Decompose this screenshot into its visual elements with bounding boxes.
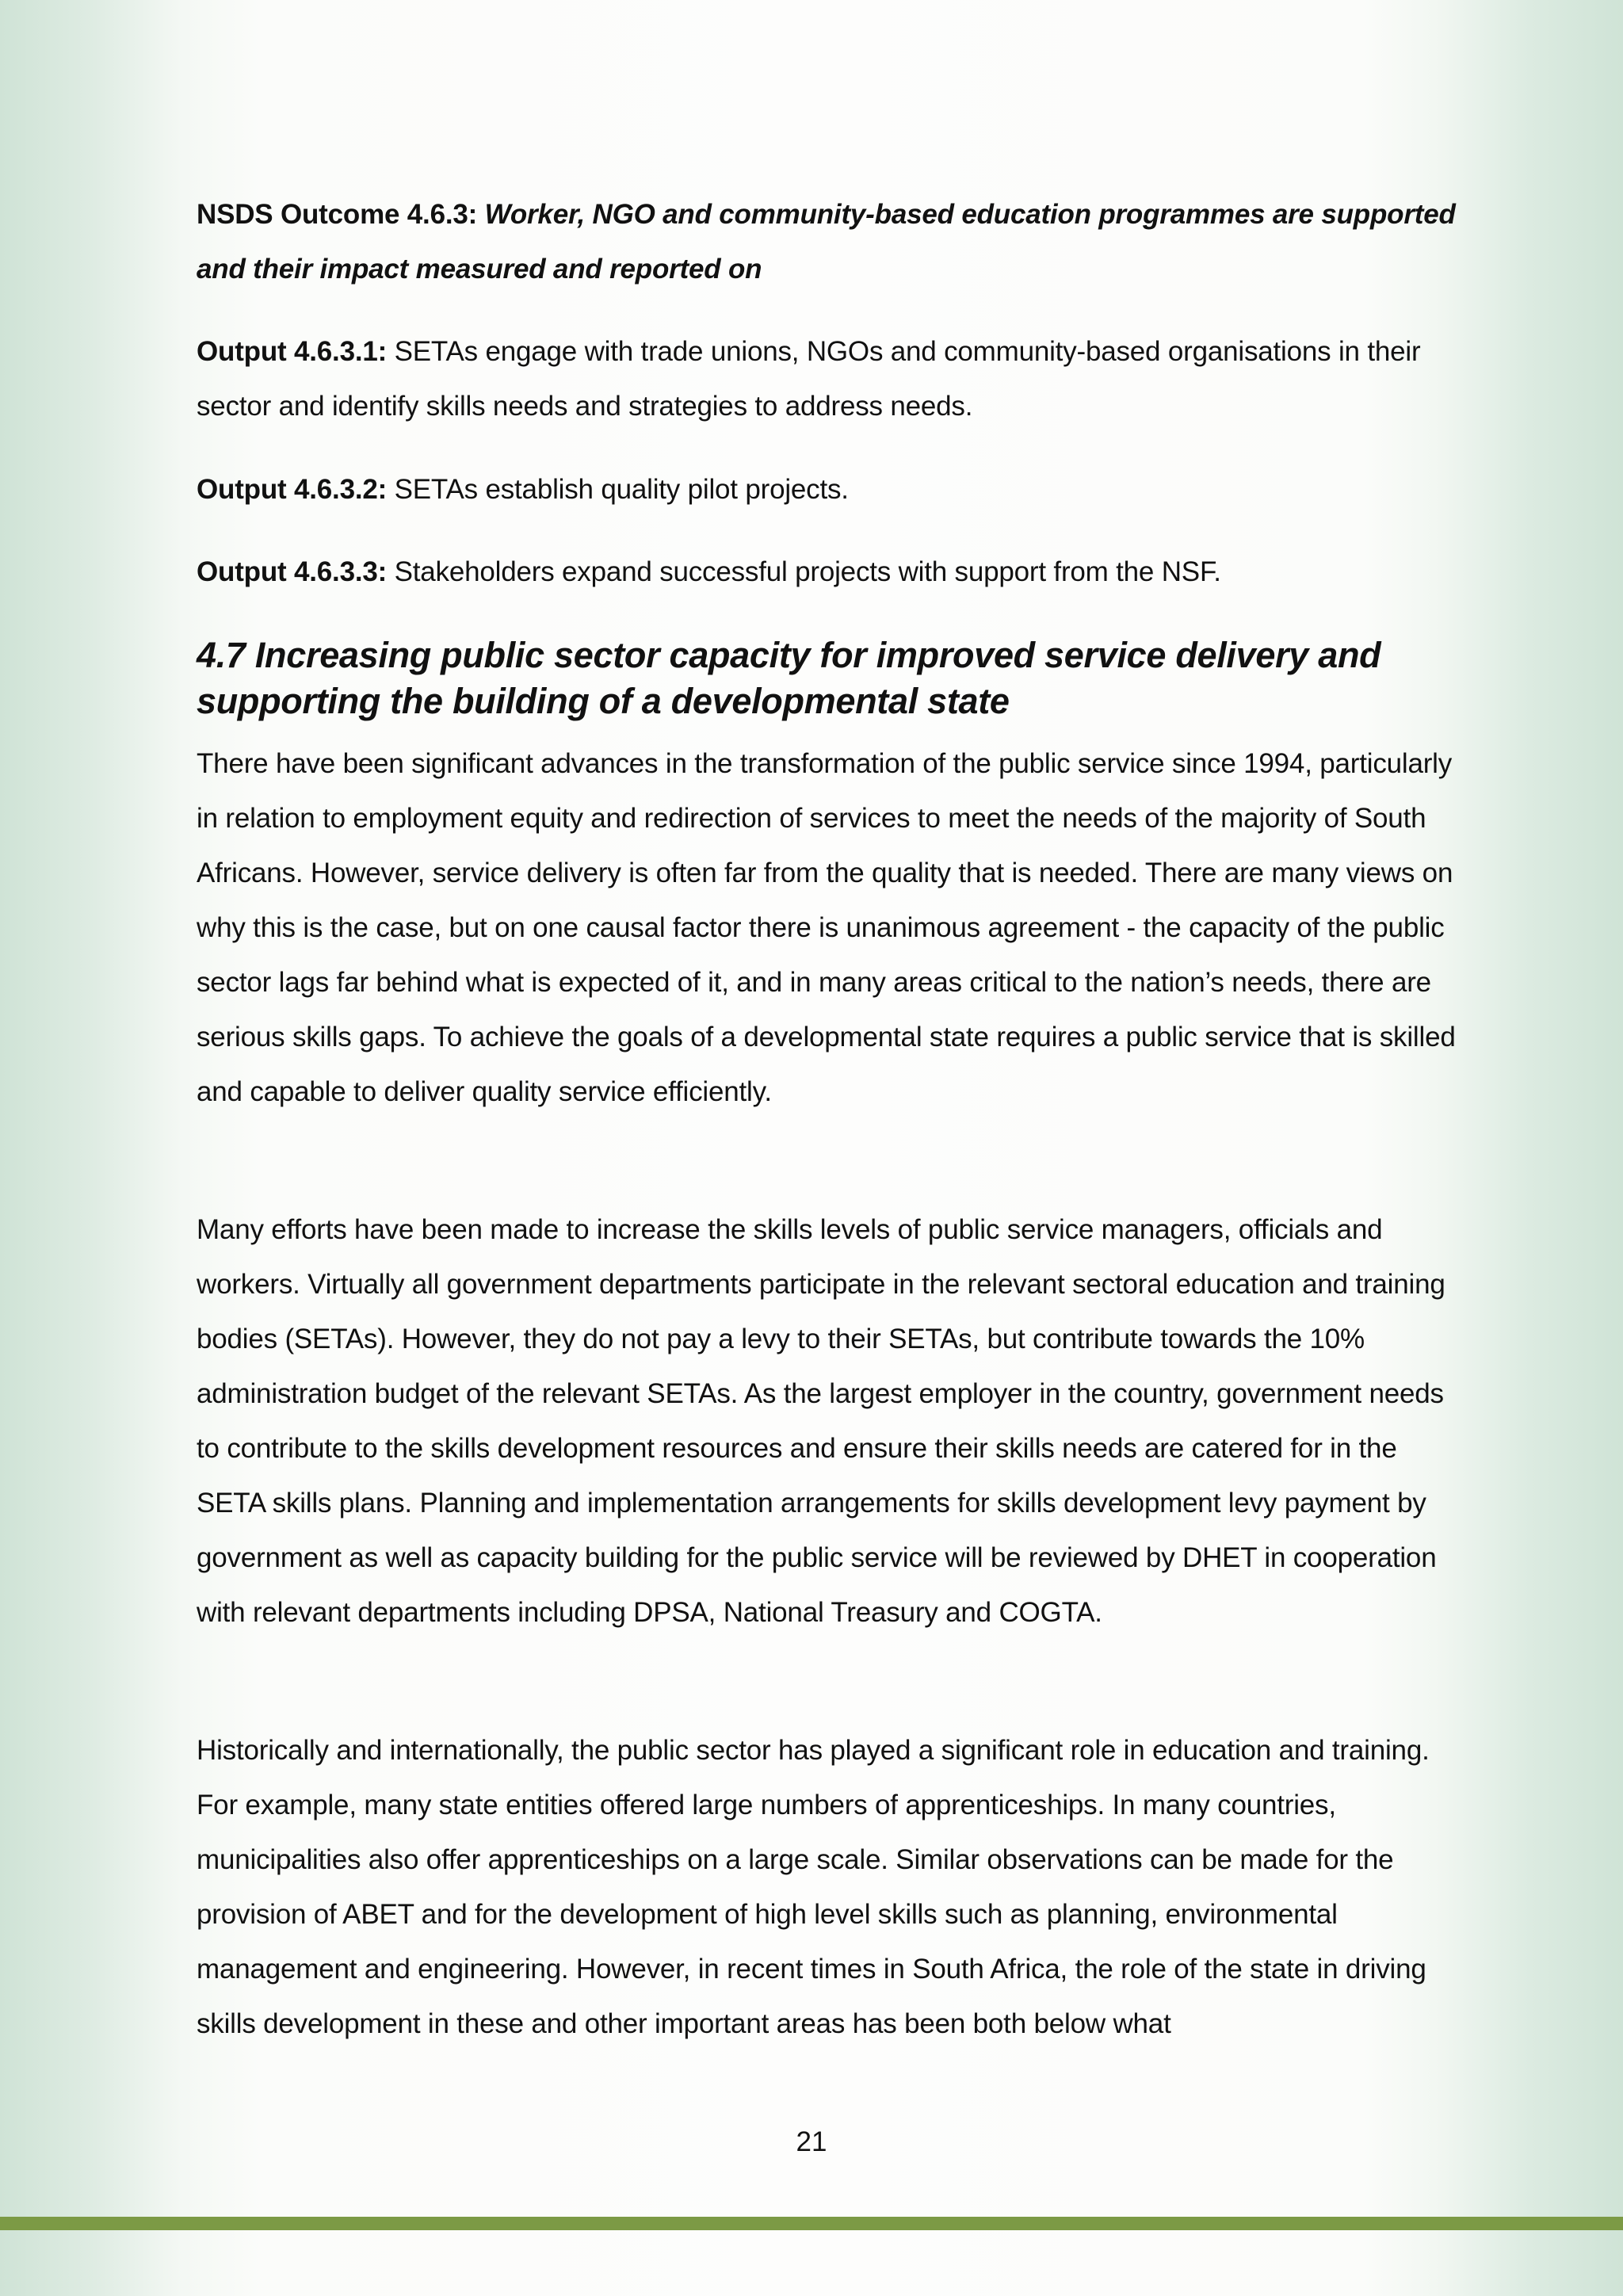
nsds-outcome [197, 187, 1465, 296]
body-paragraph: Many efforts have been made to increase the skills levels of public service managers, officials and workers. Virtually all government departments participate in the relevant sectoral education and training bodies (SETAs). However, they do not pay a levy to their SETAs, but contribute towards the 10% administration budget of the relevant SETAs. As the largest employer in the country, government needs to contribute to the skills development resources and ensure their skills needs are catered for in the SETA skills plans. Planning and implementation arrangements for skills development levy payment by government as well as capacity building for the public service will be reviewed by DHET in cooperation with relevant departments including DPSA, National Treasury and COGTA. [197, 1214, 1445, 1628]
footer-bar [0, 2217, 1623, 2230]
output-text: SETAs engage with trade unions, NGOs and community-based organisations in their sector and identify skills needs and strategies to address needs. [197, 336, 1421, 422]
output-label: Output 4.6.3.2: [197, 474, 388, 505]
section-heading: 4.7 Increasing public sector capacity for improved service delivery and supporting the building of a developmental state [197, 635, 1381, 721]
page-number: 21 [796, 2126, 827, 2157]
output-item [197, 462, 1465, 517]
output-label: Output 4.6.3.3: [197, 556, 388, 587]
output-text: Stakeholders expand successful projects with support from the NSF. [394, 556, 1221, 587]
outcome-label: NSDS Outcome 4.6.3: [197, 199, 478, 230]
output-item [197, 544, 1465, 599]
outcome-text: Worker, NGO and community-based education programmes are supported and their impact measured and reported on [197, 199, 1456, 285]
body-paragraph: There have been significant advances in the transformation of the public service since 1994, particularly in relation to employment equity and redirection of services to meet the needs of the majority of South Africans. However, service delivery is often far from the quality that is needed. There are many views on why this is the case, but on one causal factor there is unanimous agreement - the capacity of the public sector lags far behind what is expected of it, and in many areas critical to the nation’s needs, there are serious skills gaps. To achieve the goals of a developmental state requires a public service that is skilled and capable to deliver quality service efficiently. [197, 748, 1456, 1107]
output-item [197, 324, 1465, 434]
output-label: Output 4.6.3.1: [197, 336, 388, 367]
output-text: SETAs establish quality pilot projects. [394, 474, 849, 505]
body-paragraph: Historically and internationally, the public sector has played a significant role in education and training. For example, many state entities offered large numbers of apprenticeships. In many countries, municipalities also offer apprenticeships on a large scale. Similar observations can be made for the provision of ABET and for the development of high level skills such as planning, environmental management and engineering. However, in recent times in South Africa, the role of the state in driving skills development in these and other important areas has been both below what [197, 1735, 1430, 2039]
